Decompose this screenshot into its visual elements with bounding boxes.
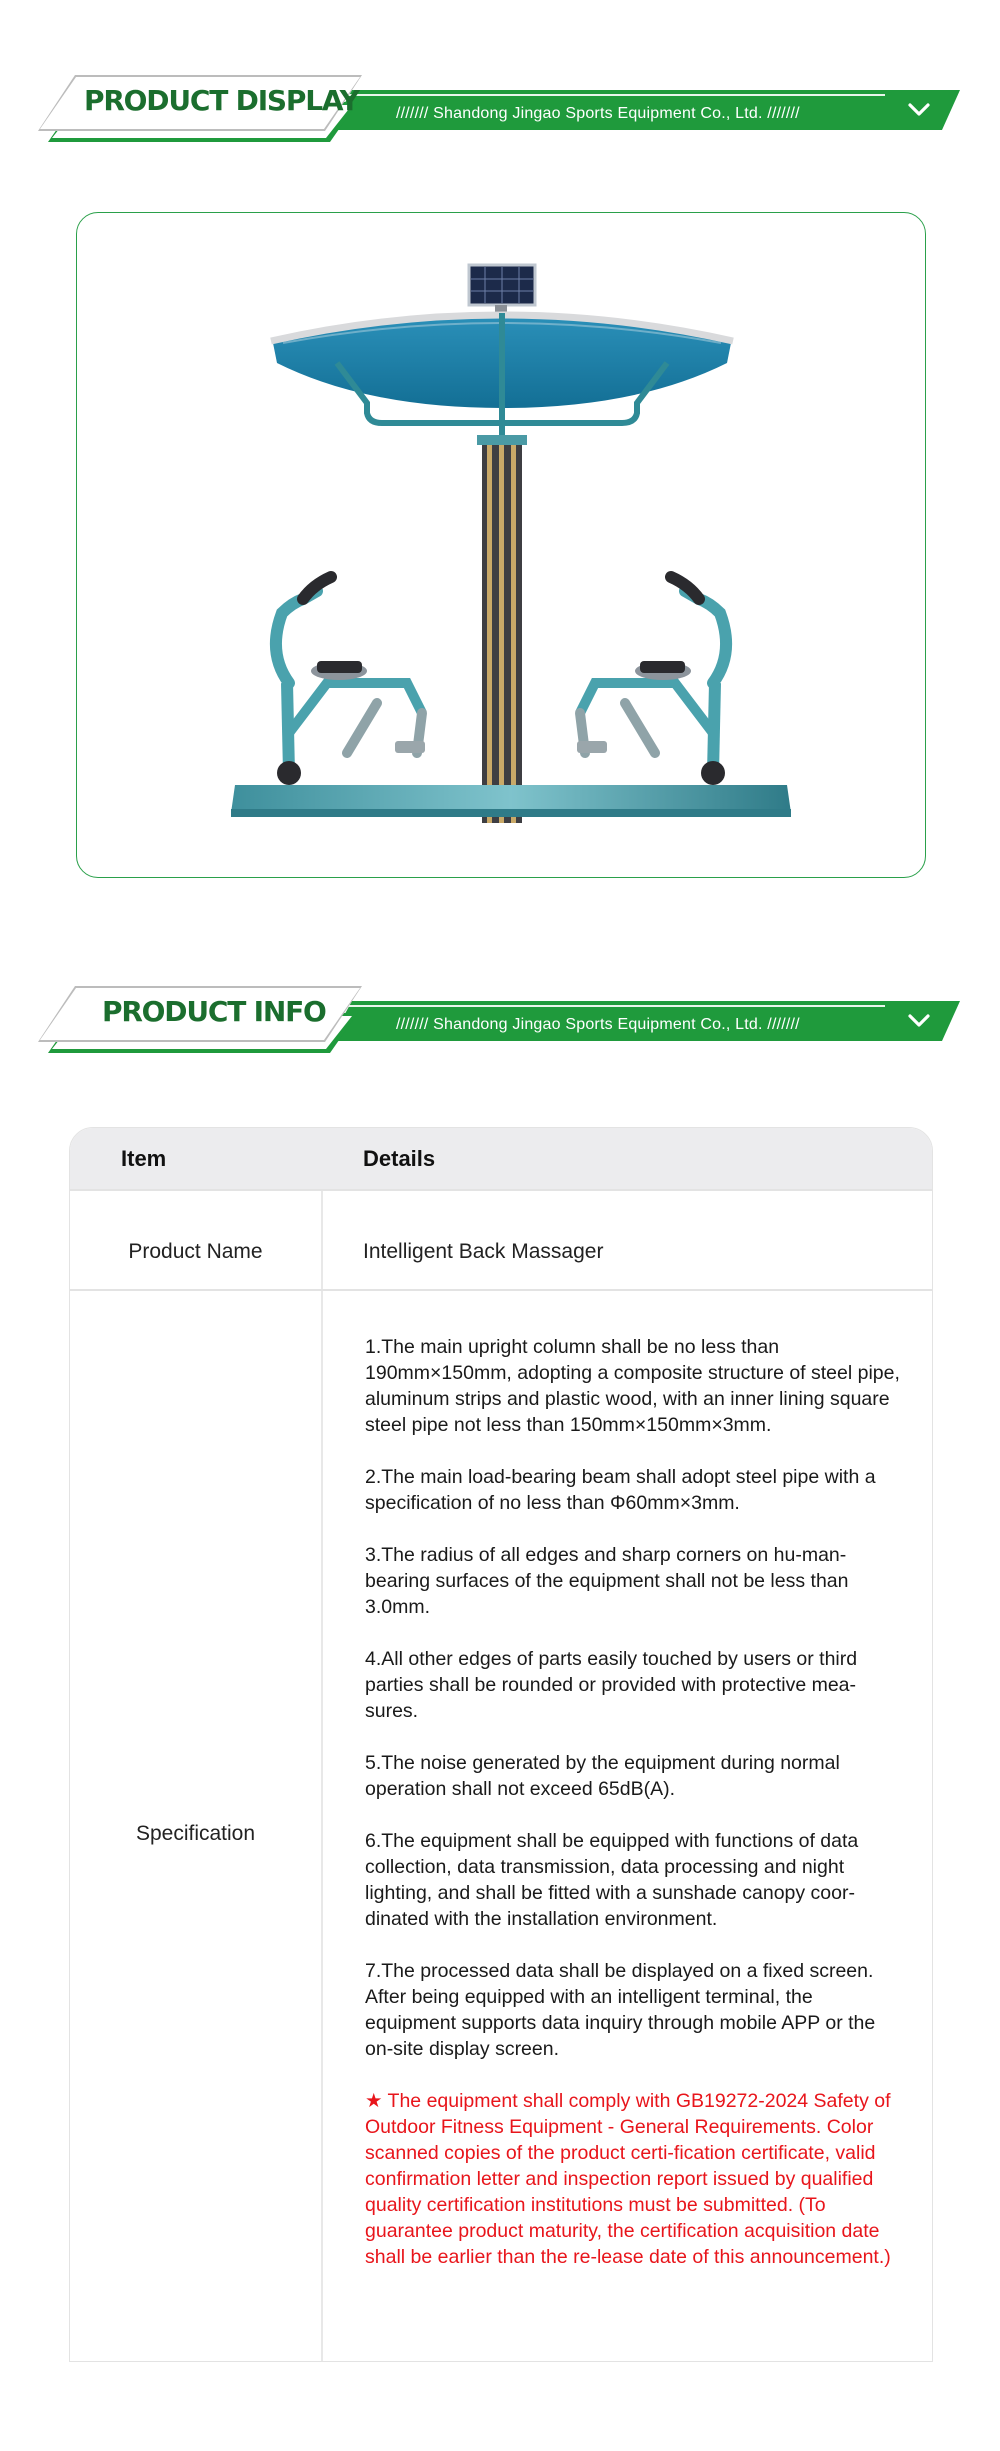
section-title: PRODUCT DISPLAY (84, 84, 359, 117)
spec-point: 6.The equipment shall be equipped with functions of data collection, data transmission, data processing and night lighting, and shall be fitted with a sunshade canopy coor-dinated with the installation environment. (365, 1830, 859, 1930)
product-name-value: Intelligent Back Massager (363, 1240, 604, 1263)
spec-point: 3.The radius of all edges and sharp corners on hu-man-bearing surfaces of the equipment shall not be less than 3.0mm. (365, 1544, 849, 1618)
chevron-down-icon[interactable] (905, 96, 933, 124)
banner-company-subtitle: /////// Shandong Jingao Sports Equipment Co., Ltd. /////// (396, 1016, 800, 1033)
specification-details (365, 1334, 905, 2270)
banner-stripe-line (345, 94, 885, 96)
header-item: Item (121, 1146, 167, 1171)
banner-company-subtitle: /////// Shandong Jingao Sports Equipment Co., Ltd. /////// (396, 105, 800, 122)
product-info-banner (0, 983, 1000, 1053)
product-name-label: Product Name (128, 1240, 263, 1263)
row-divider (70, 1289, 932, 1291)
section-title: PRODUCT INFO (102, 995, 326, 1028)
specification-label: Specification (135, 1822, 256, 1845)
product-info-table (69, 1127, 933, 2362)
outdoor-fitness-equipment-photo (77, 213, 925, 877)
compliance-warning: ★ The equipment shall comply with GB19272-2024 Safety of Outdoor Fitness Equipment - General Requirements. Color scanned copies of the product certi-fication certificate, valid confirmation letter and inspection report issued by qualified quality certification institutions must be submitted. (To guarantee product maturity, the certification acquisition date shall be earlier than the re-lease date of this announcement.) (365, 2090, 891, 2268)
column-divider (321, 1189, 323, 2361)
product-image-frame (76, 212, 926, 878)
header-details: Details (363, 1146, 436, 1171)
spec-point: 2.The main load-bearing beam shall adopt steel pipe with a specification of no less than Φ60mm×3mm. (365, 1466, 876, 1514)
table-header (70, 1128, 932, 1189)
spec-point: 5.The noise generated by the equipment during normal operation shall not exceed 65dB(A). (365, 1752, 840, 1800)
spec-point: 7.The processed data shall be displayed on a fixed screen. After being equipped with an intelligent terminal, the equipment supports data inquiry through mobile APP or the on-site display screen. (365, 1960, 876, 2060)
product-display-banner (0, 72, 1000, 142)
spec-point: 1.The main upright column shall be no less than 190mm×150mm, adopting a composite structure of steel pipe, aluminum strips and plastic wood, with an inner lining square steel pipe not less than 150mm×150mm×3mm. (365, 1336, 900, 1436)
chevron-down-icon[interactable] (905, 1007, 933, 1035)
row-divider (70, 1189, 932, 1191)
banner-stripe-line (345, 1005, 885, 1007)
spec-point: 4.All other edges of parts easily touched by users or third parties shall be rounded or provided with protective mea-sures. (365, 1648, 858, 1722)
